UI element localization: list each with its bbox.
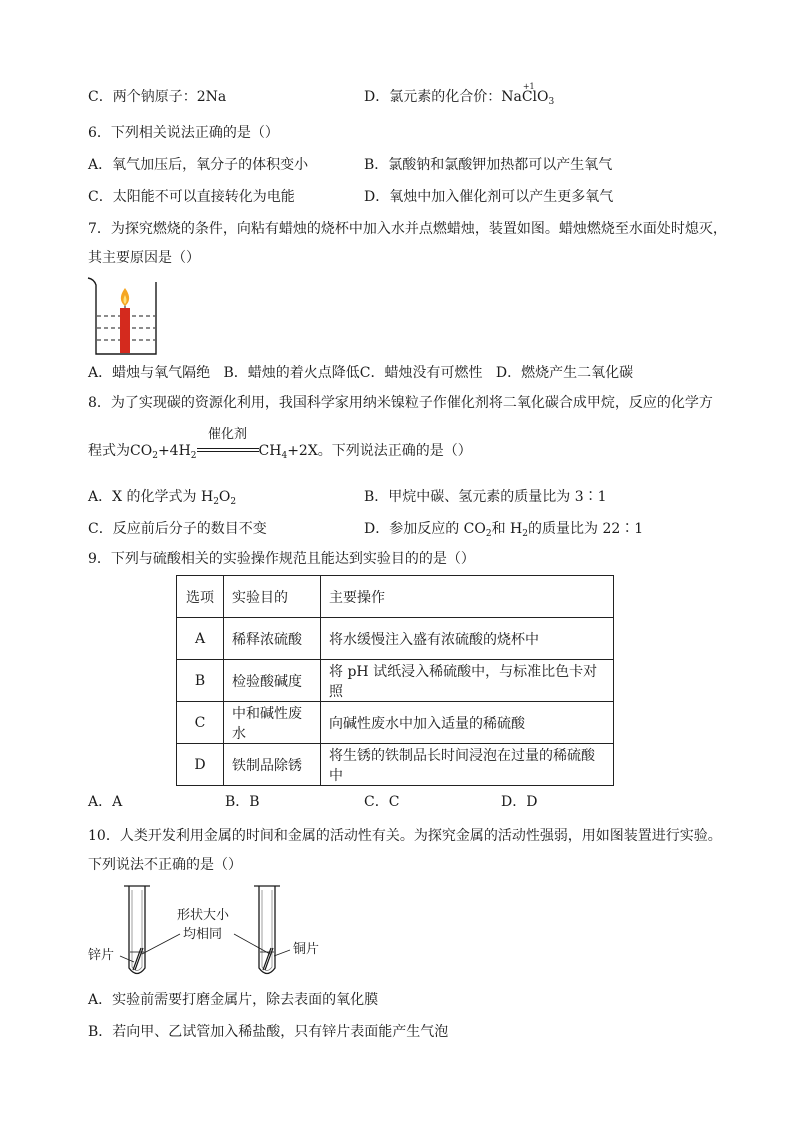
- table-row: [177, 660, 614, 702]
- table-cell: 将 pH 试纸浸入稀硫酸中，与标准比色卡对照: [321, 660, 614, 702]
- table-cell: 将生锈的铁制品长时间浸泡在过量的稀硫酸中: [321, 744, 614, 786]
- table-cell: A: [177, 618, 224, 660]
- q8-option-c: C．反应前后分子的数目不变: [88, 521, 267, 537]
- figure-label-shape: 形状大小: [177, 908, 230, 923]
- q8-eq-rest: +2X: [287, 443, 318, 459]
- figure-label-same: 均相同: [183, 927, 223, 942]
- table-header-cell: 主要操作: [321, 576, 614, 618]
- q5-d-na: Na: [501, 89, 522, 105]
- q8-a-text: A．X 的化学式为 H: [88, 489, 214, 505]
- q8-stem-line1: 8．为了实现碳的资源化利用，我国科学家用纳米镍粒子作催化剂将二氧化碳合成甲烷，反应的化学方: [88, 395, 713, 411]
- q8-a-sub: 2: [213, 497, 219, 507]
- q8-d-mid: 和 H: [491, 521, 523, 537]
- q10-stem-line2: 下列说法不正确的是（）: [88, 857, 242, 873]
- q7-stem-line2: 其主要原因是（）: [88, 250, 200, 266]
- q8-eq-sub: 4: [281, 451, 288, 461]
- valence-label: +1: [522, 82, 535, 91]
- zinc-strip: [133, 948, 141, 970]
- table-cell: 稀释浓硫酸: [224, 618, 321, 660]
- q9-option-a: A．A: [88, 794, 123, 810]
- q6-option-c: C．太阳能不可以直接转化为电能: [88, 189, 295, 205]
- table-cell: 将水缓慢注入盛有浓硫酸的烧杯中: [321, 618, 614, 660]
- q8-eq-sub: 2: [190, 451, 197, 461]
- q7-option-c: C．蜡烛没有可燃性: [359, 365, 483, 381]
- q10-stem-line1: 10．人类开发利用金属的时间和金属的活动性有关。为探究金属的活动性强弱，用如图装置进行实验。: [88, 828, 722, 844]
- q8-d-text: D．参加反应的 CO: [364, 521, 486, 537]
- figure-label-copper: 铜片: [293, 942, 320, 957]
- label-pointer-right: [234, 934, 270, 954]
- q7-stem-line1: 7．为探究燃烧的条件，向粘有蜡烛的烧杯中加入水并点燃蜡烛，装置如图。蜡烛燃烧至水面处时熄灭，: [88, 221, 727, 237]
- table-cell: 检验酸碱度: [224, 660, 321, 702]
- q9-option-b: B．B: [225, 794, 260, 810]
- q6-option-d: D．氧烛中加入催化剂可以产生更多氧气: [364, 189, 614, 205]
- table-row: [177, 702, 614, 744]
- q10-option-a: A．实验前需要打磨金属片，除去表面的氧化膜: [88, 992, 379, 1008]
- equation-line-top: [197, 448, 259, 449]
- table-cell: 铁制品除锈: [224, 744, 321, 786]
- q8-d-sub: 2: [522, 529, 529, 539]
- label-pointer-left: [142, 934, 180, 954]
- q8-d-end: 的质量比为 22∶1: [528, 521, 644, 537]
- q7-option-a: A．蜡烛与氧气隔绝: [88, 365, 211, 381]
- figure-label-zinc: 锌片: [88, 948, 115, 963]
- candle-body: [120, 308, 130, 353]
- q8-equation-line: [88, 427, 472, 466]
- q5-option-c: [88, 87, 226, 107]
- q9-stem: 9．下列与硫酸相关的实验操作规范且能达到实验目的的是（）: [88, 551, 475, 567]
- q5-d-cl: Cl: [521, 89, 538, 105]
- q6-option-a: A．氧气加压后，氧分子的体积变小: [88, 157, 309, 173]
- equation-line-bottom: [197, 451, 259, 452]
- q9-options-table: [176, 575, 614, 786]
- q7-options-line: [88, 363, 633, 383]
- q8-option-b: B．甲烷中碳、氢元素的质量比为 3∶1: [364, 489, 607, 505]
- catalyst-label: 催化剂: [208, 427, 248, 442]
- table-header-row: [177, 576, 614, 618]
- table-header-cell: 实验目的: [224, 576, 321, 618]
- reaction-arrow-catalyst: [197, 427, 259, 461]
- q8-a-o: O: [218, 489, 231, 505]
- q8-option-a: [88, 487, 236, 512]
- q8-eq-co2: CO: [130, 443, 153, 459]
- q8-a-sub: 2: [230, 497, 237, 507]
- q7-option-b: B．蜡烛的着火点降低: [223, 365, 360, 381]
- copper-pointer: [274, 950, 290, 956]
- q8-eq-sub: 2: [152, 451, 158, 461]
- q5-d-sub: 3: [548, 97, 555, 107]
- beaker-candle-figure: [86, 276, 166, 356]
- q6-stem: 6．下列相关说法正确的是（）: [88, 125, 279, 141]
- q5-option-d: [364, 82, 555, 112]
- q5-d-label: D．氯元素的化合价：: [364, 89, 502, 105]
- q8-eq-h: +4H: [157, 443, 191, 459]
- q8-eq-ch: CH: [258, 443, 282, 459]
- table-cell: B: [177, 660, 224, 702]
- q5-c-formula: 2Na: [196, 89, 227, 105]
- q10-option-b: B．若向甲、乙试管加入稀盐酸，只有锌片表面能产生气泡: [88, 1024, 449, 1040]
- q8-eq-prefix: 程式为: [88, 443, 130, 459]
- q9-option-d: D．D: [501, 794, 538, 810]
- q8-option-d: [364, 519, 643, 544]
- q6-option-b: B．氯酸钠和氯酸钾加热都可以产生氧气: [364, 157, 613, 173]
- q5-d-cl-group: [521, 82, 538, 107]
- q9-option-c: C．C: [364, 794, 400, 810]
- q8-d-sub: 2: [485, 529, 492, 539]
- q5-c-label: C．两个钠原子：: [88, 89, 197, 105]
- table-cell: D: [177, 744, 224, 786]
- table-cell: C: [177, 702, 224, 744]
- copper-strip: [263, 948, 271, 970]
- q5-d-o: O: [537, 89, 549, 105]
- table-row: [177, 744, 614, 786]
- q7-option-d: D．燃烧产生二氧化碳: [495, 365, 634, 381]
- table-row: [177, 618, 614, 660]
- table-cell: 中和碱性废水: [224, 702, 321, 744]
- table-header-cell: 选项: [177, 576, 224, 618]
- q8-eq-suffix: 。下列说法正确的是（）: [317, 443, 472, 459]
- table-cell: 向碱性废水中加入适量的稀硫酸: [321, 702, 614, 744]
